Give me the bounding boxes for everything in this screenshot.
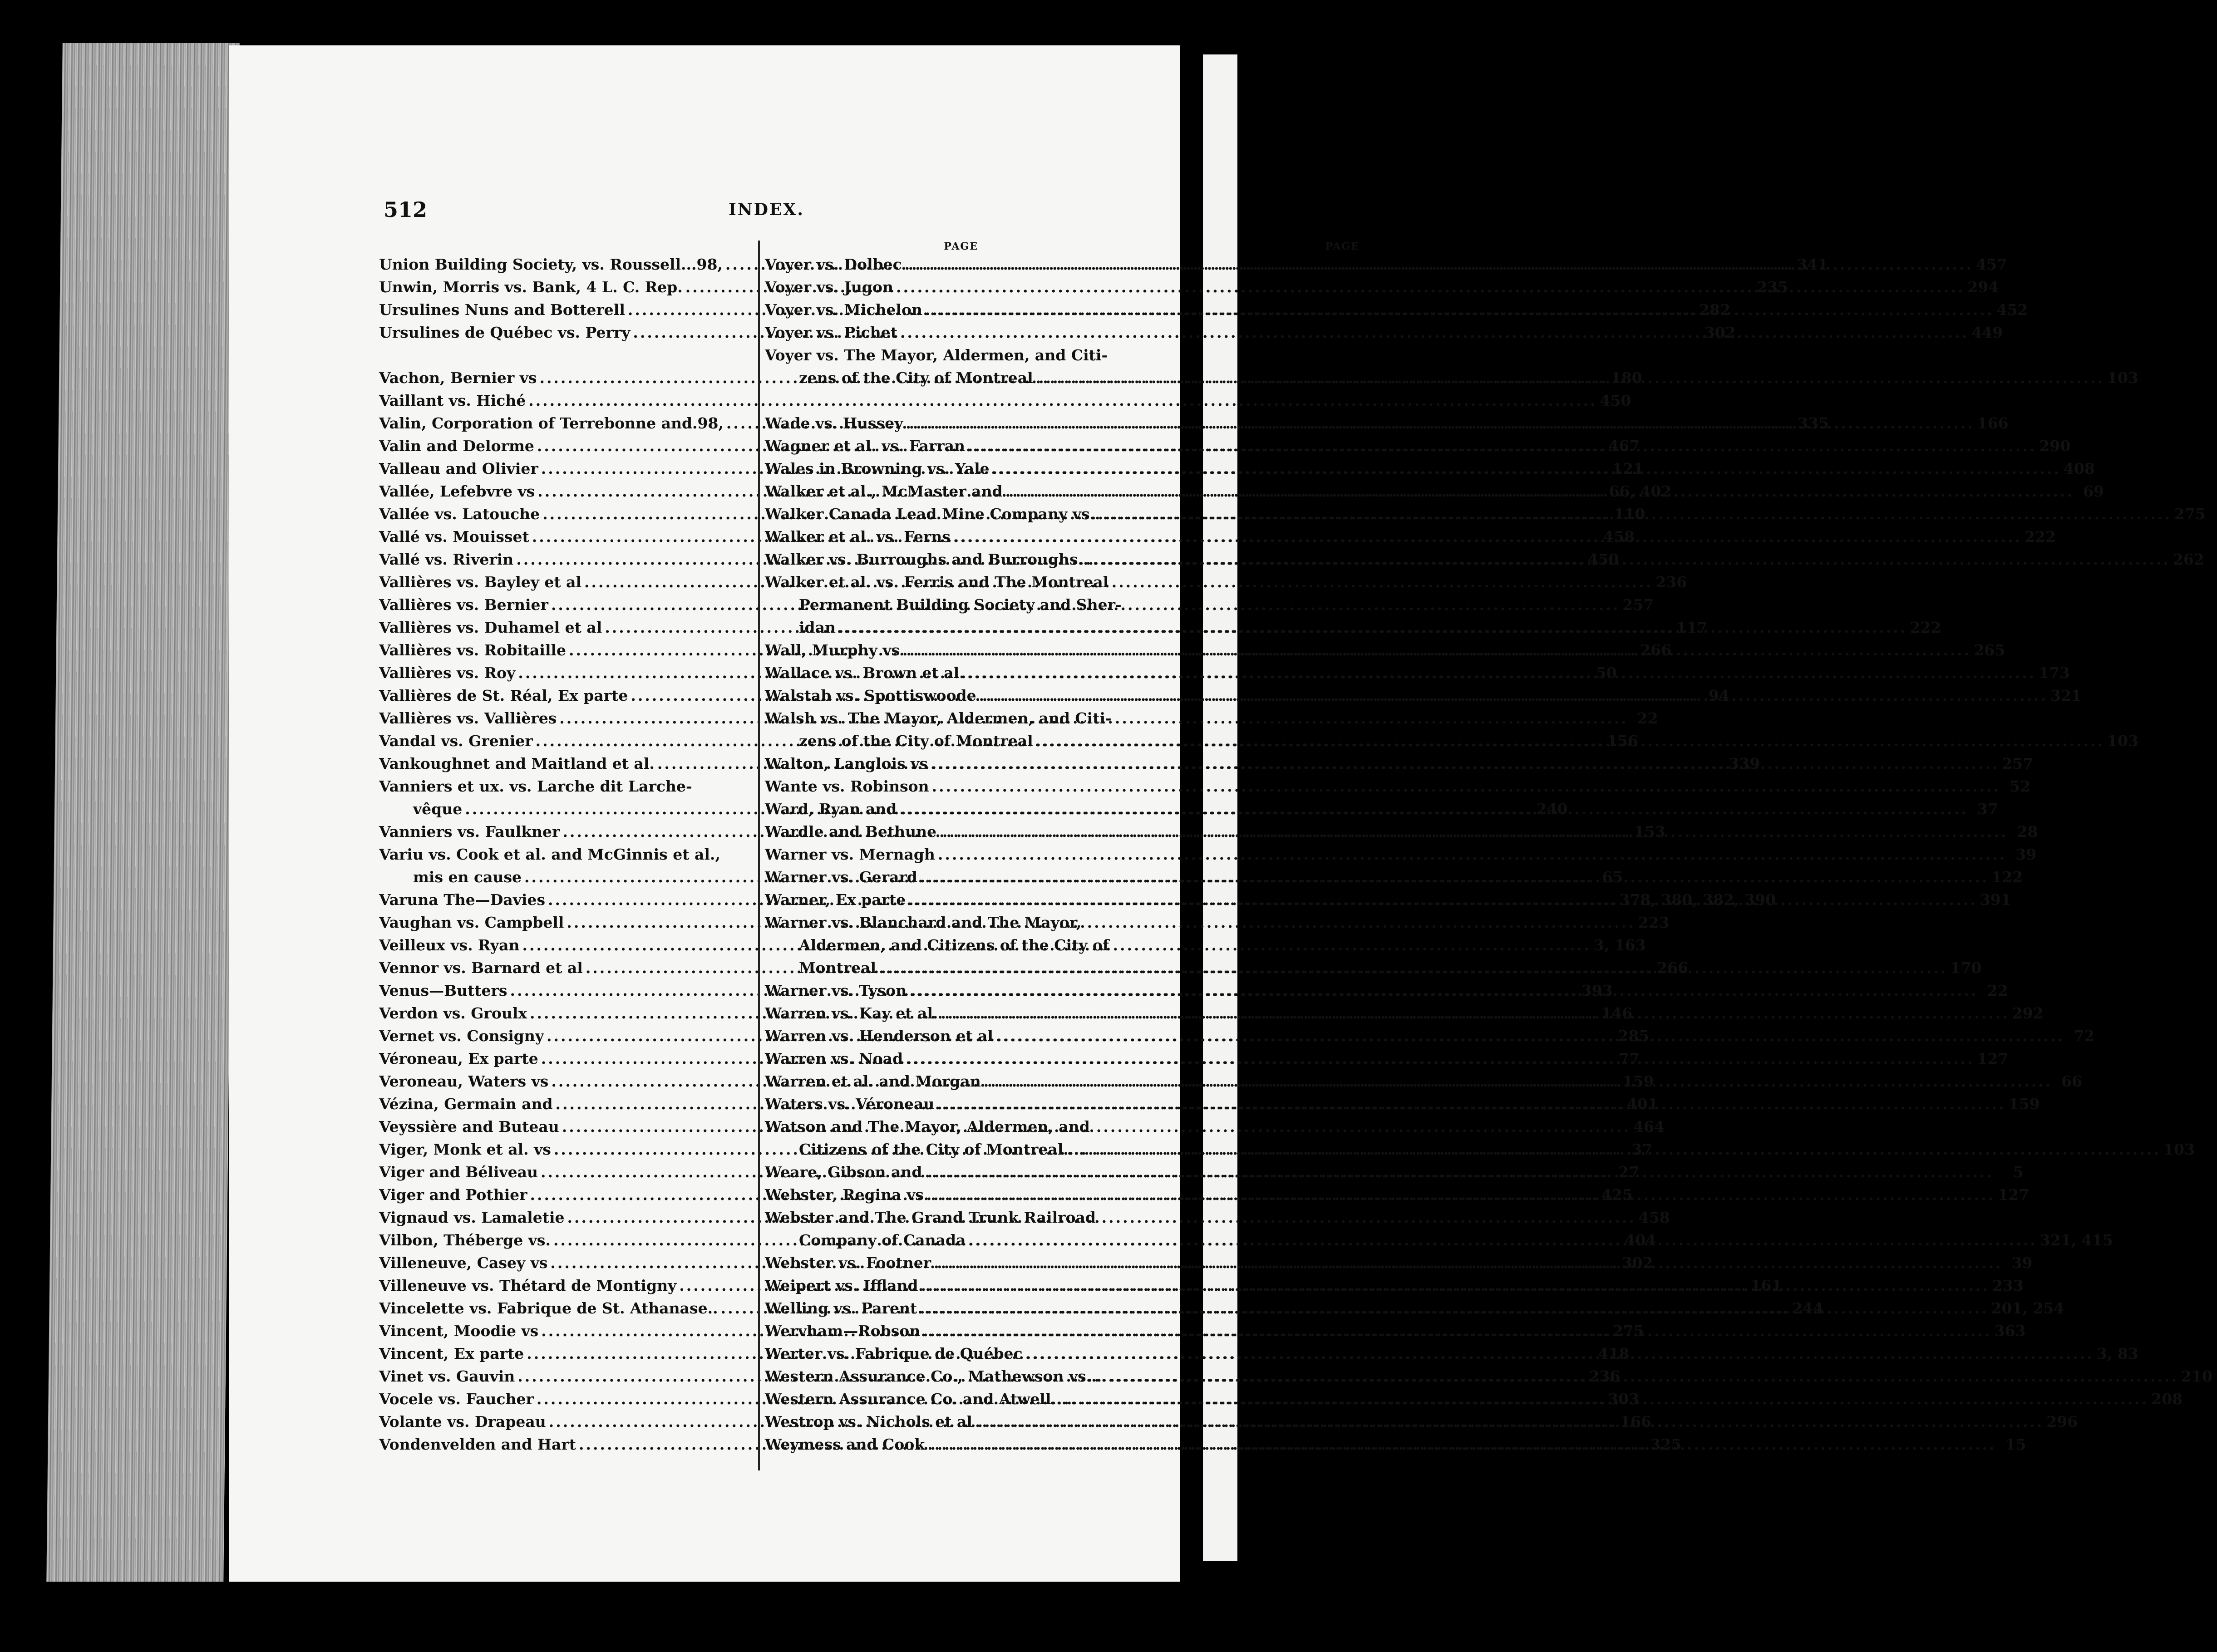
entry-title: Volante vs. Drapeau <box>379 1413 546 1431</box>
entry-title: Vallières de St. Réal, Ex parte <box>379 687 628 704</box>
entry-title: Vallée vs. Latouche <box>379 505 540 523</box>
index-entry <box>765 843 2037 866</box>
entry-title: Viger, Monk et al. vs <box>379 1141 551 1158</box>
entry-page-ref: 294 <box>1967 278 1999 296</box>
entry-page-ref: 467 <box>1608 437 1640 455</box>
dot-leader <box>984 1070 2052 1093</box>
entry-title: Warren vs. Noad <box>765 1050 903 1067</box>
dot-leader <box>1005 480 2074 503</box>
entry-title: Voyer vs. Jugon <box>765 278 894 296</box>
entry-title: Vaillant vs. Hiché <box>379 392 526 409</box>
entry-page-ref: 22 <box>1987 982 2008 999</box>
dot-leader <box>838 616 1907 639</box>
entry-page-ref: 452 <box>1996 301 2028 319</box>
index-entry <box>765 775 2030 798</box>
index-entry <box>765 1206 1364 1229</box>
entry-title: Valin and Delorme <box>379 437 534 455</box>
entry-title: Western Assurance Co., Mathewson vs.... <box>765 1367 1107 1385</box>
entry-page-ref: 285 <box>1618 1027 1650 1045</box>
entry-title: Warner vs. Tyson <box>765 982 907 999</box>
entry-title: Werter vs. Fabrique de Québec <box>765 1345 1023 1362</box>
entry-page-ref: 339 <box>1729 755 1760 772</box>
entry-page-ref: 449 <box>1971 324 2003 341</box>
entry-title: Vinet vs. Gauvin <box>379 1367 515 1385</box>
entry-page-ref: 153 <box>1634 823 1665 841</box>
entry-title: Wallace vs. Brown et al. <box>765 664 965 682</box>
entry-title: Walker et al. vs. Ferns <box>765 528 951 546</box>
entry-page-ref: 94 <box>1708 687 1729 704</box>
entry-page-ref: 236 <box>1655 573 1687 591</box>
entry-title: Wagner et al. vs. Farran <box>765 437 966 455</box>
entry-page-ref: 450 <box>1600 392 1631 409</box>
entry-page-ref: 222 <box>2025 528 2056 546</box>
entry-page-ref: 77 <box>1619 1050 1640 1067</box>
entry-title: Verdon vs. Groulx <box>379 1004 527 1022</box>
dot-leader <box>1080 1388 2148 1411</box>
entry-title: Vanniers vs. Faulkner <box>379 823 560 841</box>
dot-leader <box>996 1025 2064 1047</box>
entry-page-ref: 103 <box>2107 732 2138 750</box>
entry-title: Wervham—Robson <box>765 1322 921 1340</box>
entry-page-ref: 22 <box>1637 709 1658 727</box>
dot-leader <box>932 775 2000 798</box>
entry-title: Watson and The Mayor, Aldermen, and <box>765 1118 1090 1136</box>
dot-leader <box>979 684 2048 707</box>
page-header <box>229 197 1180 225</box>
entry-page-ref: 170 <box>1950 959 1982 977</box>
entry-page-ref: 201, 254 <box>1991 1299 2064 1317</box>
dot-leader <box>938 843 2006 866</box>
dot-leader <box>925 299 1994 321</box>
entry-page-ref: 28 <box>2017 823 2038 841</box>
dot-leader <box>902 639 1971 662</box>
dot-leader <box>906 1047 1974 1070</box>
entry-title: Véroneau, Ex parte <box>379 1050 538 1067</box>
entry-title: Valleau and Olivier <box>379 460 538 477</box>
dot-leader <box>1110 1365 2178 1388</box>
entry-title: Veyssière and Buteau <box>379 1118 559 1136</box>
index-entry <box>765 1116 1364 1138</box>
dot-leader <box>923 1320 1991 1342</box>
entry-title: Wall, Murphy vs <box>765 641 900 659</box>
entry-page-ref: 257 <box>2002 755 2034 772</box>
entry-title: Vallières vs. Bayley et al <box>379 573 582 591</box>
entry-page-ref: 223 <box>1638 914 1670 931</box>
entry-page-ref: 37 <box>1977 800 1998 818</box>
dot-leader <box>1036 367 2104 389</box>
entry-title: Voyer vs. Michelon <box>765 301 923 319</box>
entry-page-ref: 391 <box>1980 891 2011 909</box>
entry-title: Warner vs. Gerard <box>765 868 917 886</box>
entry-title: Villeneuve, Casey vs <box>379 1254 548 1272</box>
entry-page-ref: 341 <box>1797 256 1828 273</box>
entry-title: Walton, Langlois vs <box>765 755 928 772</box>
entry-page-ref: 408 <box>2063 460 2095 477</box>
entry-page-ref: 66 <box>2061 1072 2083 1090</box>
entry-title: zens of the City of Montreal <box>799 732 1033 750</box>
entry-page-ref: 37 <box>1631 1141 1653 1158</box>
entry-page-ref: 458 <box>1638 1209 1670 1226</box>
entry-page-ref: 240 <box>1536 800 1568 818</box>
entry-title: Vignaud vs. Lamaletie <box>379 1209 565 1226</box>
dot-leader <box>1092 1138 2161 1161</box>
entry-title: Vondenvelden and Hart <box>379 1436 576 1453</box>
entry-page-ref: 464 <box>1633 1118 1665 1136</box>
entry-page-ref: 146 <box>1601 1004 1633 1022</box>
entry-page-ref: 235 <box>1757 278 1788 296</box>
entry-page-ref: 335 <box>1798 414 1829 432</box>
dot-leader <box>931 752 1999 775</box>
entry-title: mis en cause <box>413 868 522 886</box>
entry-page-ref: 166 <box>1977 414 2009 432</box>
entry-page-ref: 5 <box>2013 1163 2024 1181</box>
entry-title: Vincent, Ex parte <box>379 1345 524 1362</box>
entry-title: Company of Canada <box>799 1231 966 1249</box>
entry-page-ref: 404 <box>1625 1231 1656 1249</box>
entry-title: Montreal <box>799 959 877 977</box>
index-entry <box>765 911 1364 934</box>
entry-title: Vallières vs. Roy <box>379 664 516 682</box>
entry-title: Warren vs. Kay et al. <box>765 1004 938 1022</box>
entry-page-ref: 222 <box>1910 619 1941 636</box>
entry-page-ref: 418 <box>1598 1345 1630 1362</box>
entry-page-ref: 303 <box>1608 1390 1640 1408</box>
dot-leader <box>899 798 1968 821</box>
entry-page-ref: 236 <box>1589 1367 1621 1385</box>
entry-title: Vandal vs. Grenier <box>379 732 533 750</box>
dot-leader <box>1036 730 2104 752</box>
entry-title: Vincent, Moodie vs <box>379 1322 539 1340</box>
entry-title: Weipert vs. Iffland <box>765 1277 918 1294</box>
entry-title: Vallières vs. Vallières <box>379 709 557 727</box>
entry-title: Vilbon, Théberge vs. <box>379 1231 551 1249</box>
dot-leader <box>1103 503 2172 526</box>
entry-title: Waters vs. Véroneau <box>765 1095 935 1113</box>
index-entry <box>765 934 1364 957</box>
dot-leader <box>920 1297 1988 1320</box>
entry-page-ref: 302 <box>1621 1254 1653 1272</box>
entry-title: Venus—Butters <box>379 982 507 999</box>
entry-title: Welling vs. Parent <box>765 1299 917 1317</box>
dot-leader <box>968 435 2036 457</box>
entry-page-ref: 290 <box>2039 437 2071 455</box>
dot-leader <box>920 866 1989 889</box>
entry-page-ref: 425 <box>1601 1186 1633 1204</box>
dot-leader <box>953 526 2022 548</box>
entry-page-ref: 244 <box>1792 1299 1823 1317</box>
running-head: INDEX. <box>729 200 804 219</box>
entry-page-ref: 210 <box>2181 1367 2212 1385</box>
entry-title: Walsh vs. The Mayor, Aldermen, and Citi- <box>765 709 1112 727</box>
entry-page-ref: 262 <box>2173 551 2204 568</box>
entry-title: Vallières vs. Robitaille <box>379 641 567 659</box>
page-column-label: PAGE <box>1325 241 1360 252</box>
entry-page-ref: 292 <box>2012 1004 2044 1022</box>
entry-page-ref: 257 <box>1622 596 1654 614</box>
entry-page-ref: 103 <box>2163 1141 2195 1158</box>
entry-title: Wade vs. Hussey <box>765 414 903 432</box>
entry-title: idan <box>799 619 836 636</box>
entry-title: zens of the City of Montreal <box>799 369 1033 387</box>
entry-page-ref: 393 <box>1581 982 1613 999</box>
entry-page-ref: 39 <box>2011 1254 2033 1272</box>
dot-leader <box>906 412 1974 435</box>
entry-title: Warren et al. and Morgan <box>765 1072 981 1090</box>
entry-title: Vallières vs. Bernier <box>379 596 548 614</box>
page-column-label: PAGE <box>944 241 978 252</box>
entry-title: Vocele vs. Faucher <box>379 1390 534 1408</box>
entry-title: Vennor vs. Barnard et al <box>379 959 583 977</box>
dot-leader <box>967 662 2036 684</box>
entry-title: Voyer vs. Pichet <box>765 324 898 341</box>
entry-page-ref: 159 <box>1622 1072 1654 1090</box>
entry-page-ref: 66, 402 <box>1609 482 1672 500</box>
index-entry <box>765 344 1364 367</box>
entry-title: Vernet vs. Consigny <box>379 1027 544 1045</box>
entry-title: Ursulines Nuns and Botterell <box>379 301 625 319</box>
entry-title: Vincelette vs. Fabrique de St. Athanase.. <box>379 1299 718 1317</box>
entry-title: Webster vs. Footner <box>765 1254 931 1272</box>
entry-page-ref: 208 <box>2151 1390 2183 1408</box>
entry-title: Vallières vs. Duhamel et al <box>379 619 602 636</box>
entry-page-ref: 275 <box>2174 505 2206 523</box>
entry-page-ref: 166 <box>1620 1413 1651 1431</box>
dot-leader <box>896 276 1965 299</box>
entry-page-ref: 378, 380, 382, 390 <box>1619 891 1776 909</box>
page-number: 512 <box>384 197 428 222</box>
entry-title: Vanniers et ux. vs. Larche dit Larche- <box>379 777 692 795</box>
entry-page-ref: 363 <box>1994 1322 2026 1340</box>
entry-title: Western Assurance Co. and Atwell..... <box>765 1390 1077 1408</box>
entry-page-ref: 321, 415 <box>2040 1231 2113 1249</box>
entry-title: Wante vs. Robinson <box>765 777 929 795</box>
entry-page-ref: 180 <box>1611 369 1642 387</box>
dot-leader <box>879 957 1947 979</box>
section-gap <box>765 389 1364 412</box>
entry-page-ref: 103 <box>2107 369 2138 387</box>
entry-title: Vallé vs. Riverin <box>379 551 514 568</box>
entry-page-ref: 458 <box>1603 528 1635 546</box>
entry-page-ref: 127 <box>1977 1050 2009 1067</box>
entry-title: Weymess and Cook <box>765 1436 925 1453</box>
entry-page-ref: 121 <box>1612 460 1644 477</box>
entry-page-ref: 275 <box>1612 1322 1644 1340</box>
entry-page-ref: 321 <box>2050 687 2082 704</box>
dot-leader <box>925 1161 1993 1184</box>
entry-title: Walker et al., McMaster and <box>765 482 1003 500</box>
dot-leader <box>941 1002 2009 1025</box>
entry-page-ref: 233 <box>1992 1277 2024 1294</box>
entry-title: Vallée, Lefebvre vs <box>379 482 535 500</box>
entry-title: vêque <box>413 800 463 818</box>
entry-title: Variu vs. Cook et al. and McGinnis et al., <box>379 846 720 863</box>
entry-page-ref: 156 <box>1606 732 1638 750</box>
entry-title: Ursulines de Québec vs. Perry <box>379 324 631 341</box>
entry-page-ref: 122 <box>1991 868 2023 886</box>
entry-title: Warner vs. Blanchard and The Mayor, <box>765 914 1082 931</box>
index-entry <box>765 594 1364 616</box>
entry-page-ref: 117 <box>1676 619 1708 636</box>
entry-title: Vallé vs. Mouisset <box>379 528 529 546</box>
dot-leader <box>975 1411 2044 1433</box>
entry-title: Webster, Regina vs <box>765 1186 924 1204</box>
entry-title: Valin, Corporation of Terrebonne and.98, <box>379 414 724 432</box>
entry-page-ref: 27 <box>1618 1163 1640 1181</box>
entry-title: Voyer vs. Dolbec <box>765 256 902 273</box>
entry-title: Viger and Pothier <box>379 1186 527 1204</box>
entry-title: Webster and The Grand Trunk Railroad <box>765 1209 1096 1226</box>
entry-title: Vankoughnet and Maitland et al. <box>379 755 655 772</box>
entry-page-ref: 127 <box>1998 1186 2030 1204</box>
dot-leader <box>909 979 1978 1002</box>
entry-title: Permanent Building Society and Sher- <box>799 596 1122 614</box>
entry-title: Walker vs. Burroughs and Burroughs.... <box>765 551 1099 568</box>
entry-title: Walstab vs. Spottiswoode <box>765 687 976 704</box>
dot-leader <box>1025 1342 2094 1365</box>
entry-page-ref: 266 <box>1657 959 1688 977</box>
entry-page-ref: 161 <box>1750 1277 1782 1294</box>
entry-title: Vachon, Bernier vs <box>379 369 537 387</box>
entry-page-ref: 3, 163 <box>1593 936 1646 954</box>
column-divider <box>758 241 760 1470</box>
dot-leader <box>1102 548 2170 571</box>
entry-title: Warner, Ex parte <box>765 891 906 909</box>
entry-page-ref: 457 <box>1976 256 2007 273</box>
entry-page-ref: 266 <box>1640 641 1672 659</box>
entry-title: Vézina, Germain and <box>379 1095 553 1113</box>
entry-title: Unwin, Morris vs. Bank, 4 L. C. Rep. <box>379 278 683 296</box>
dot-leader <box>926 1184 1995 1206</box>
entry-title: Voyer vs. The Mayor, Aldermen, and Citi- <box>765 346 1108 364</box>
entry-page-ref: 72 <box>2074 1027 2095 1045</box>
entry-title: Wales in Browning vs. Yale <box>765 460 990 477</box>
entry-page-ref: 159 <box>2008 1095 2040 1113</box>
entry-page-ref: 265 <box>1974 641 2005 659</box>
entry-title: Westrop vs. Nichols et al <box>765 1413 972 1431</box>
entry-page-ref: 39 <box>2015 846 2037 863</box>
dot-leader <box>968 1229 2037 1252</box>
entry-title: Varuna The—Davies <box>379 891 546 909</box>
entry-title: Weare, Gibson and <box>765 1163 922 1181</box>
entry-page-ref: 325 <box>1650 1436 1682 1453</box>
entry-page-ref: 302 <box>1704 324 1736 341</box>
entry-page-ref: 282 <box>1699 301 1731 319</box>
entry-title: Union Building Society, vs. Roussell...98, <box>379 256 723 273</box>
book-page <box>229 45 2212 1582</box>
index-entry <box>765 707 1364 730</box>
book-page-edges <box>46 43 240 1582</box>
entry-title: Aldermen, and Citizens of the City of <box>799 936 1109 954</box>
entry-title: Veilleux vs. Ryan <box>379 936 520 954</box>
entry-title: Wardle and Bethune <box>765 823 937 841</box>
entry-page-ref: 69 <box>2083 482 2104 500</box>
dot-leader <box>927 1433 1996 1456</box>
entry-title: Walker et al. vs. Ferris and The Montreal <box>765 573 1109 591</box>
dot-leader <box>934 1252 2002 1274</box>
entry-page-ref: 15 <box>2005 1436 2026 1453</box>
entry-title: Veroneau, Waters vs <box>379 1072 549 1090</box>
entry-page-ref: 173 <box>2038 664 2070 682</box>
entry-page-ref: 401 <box>1626 1095 1658 1113</box>
entry-page-ref: 50 <box>1596 664 1617 682</box>
dot-leader <box>939 821 2008 843</box>
dot-leader <box>900 321 1969 344</box>
entry-page-ref: 450 <box>1587 551 1619 568</box>
entry-title: Ward, Ryan and <box>765 800 897 818</box>
entry-title: Viger and Béliveau <box>379 1163 538 1181</box>
entry-title: Citizens of the City of Montreal..... <box>799 1141 1089 1158</box>
dot-leader <box>937 1093 2005 1116</box>
entry-title: Walker Canada Lead Mine Company vs.. <box>765 505 1100 523</box>
dot-leader <box>908 889 1977 911</box>
entry-page-ref: 3, 83 <box>2096 1345 2138 1362</box>
dot-leader <box>992 457 2061 480</box>
entry-title: Warren vs. Henderson et al <box>765 1027 993 1045</box>
entry-page-ref: 65 <box>1602 868 1623 886</box>
entry-page-ref: 296 <box>2046 1413 2078 1431</box>
entry-page-ref: 52 <box>2010 777 2030 795</box>
entry-page-ref: 110 <box>1614 505 1646 523</box>
entry-title: Vaughan vs. Campbell <box>379 914 564 931</box>
dot-leader <box>905 253 1973 276</box>
entry-title: Villeneuve vs. Thétard de Montigny <box>379 1277 677 1294</box>
index-entry <box>765 571 1364 594</box>
dot-leader <box>921 1274 1990 1297</box>
entry-title: Warner vs. Mernagh <box>765 846 935 863</box>
